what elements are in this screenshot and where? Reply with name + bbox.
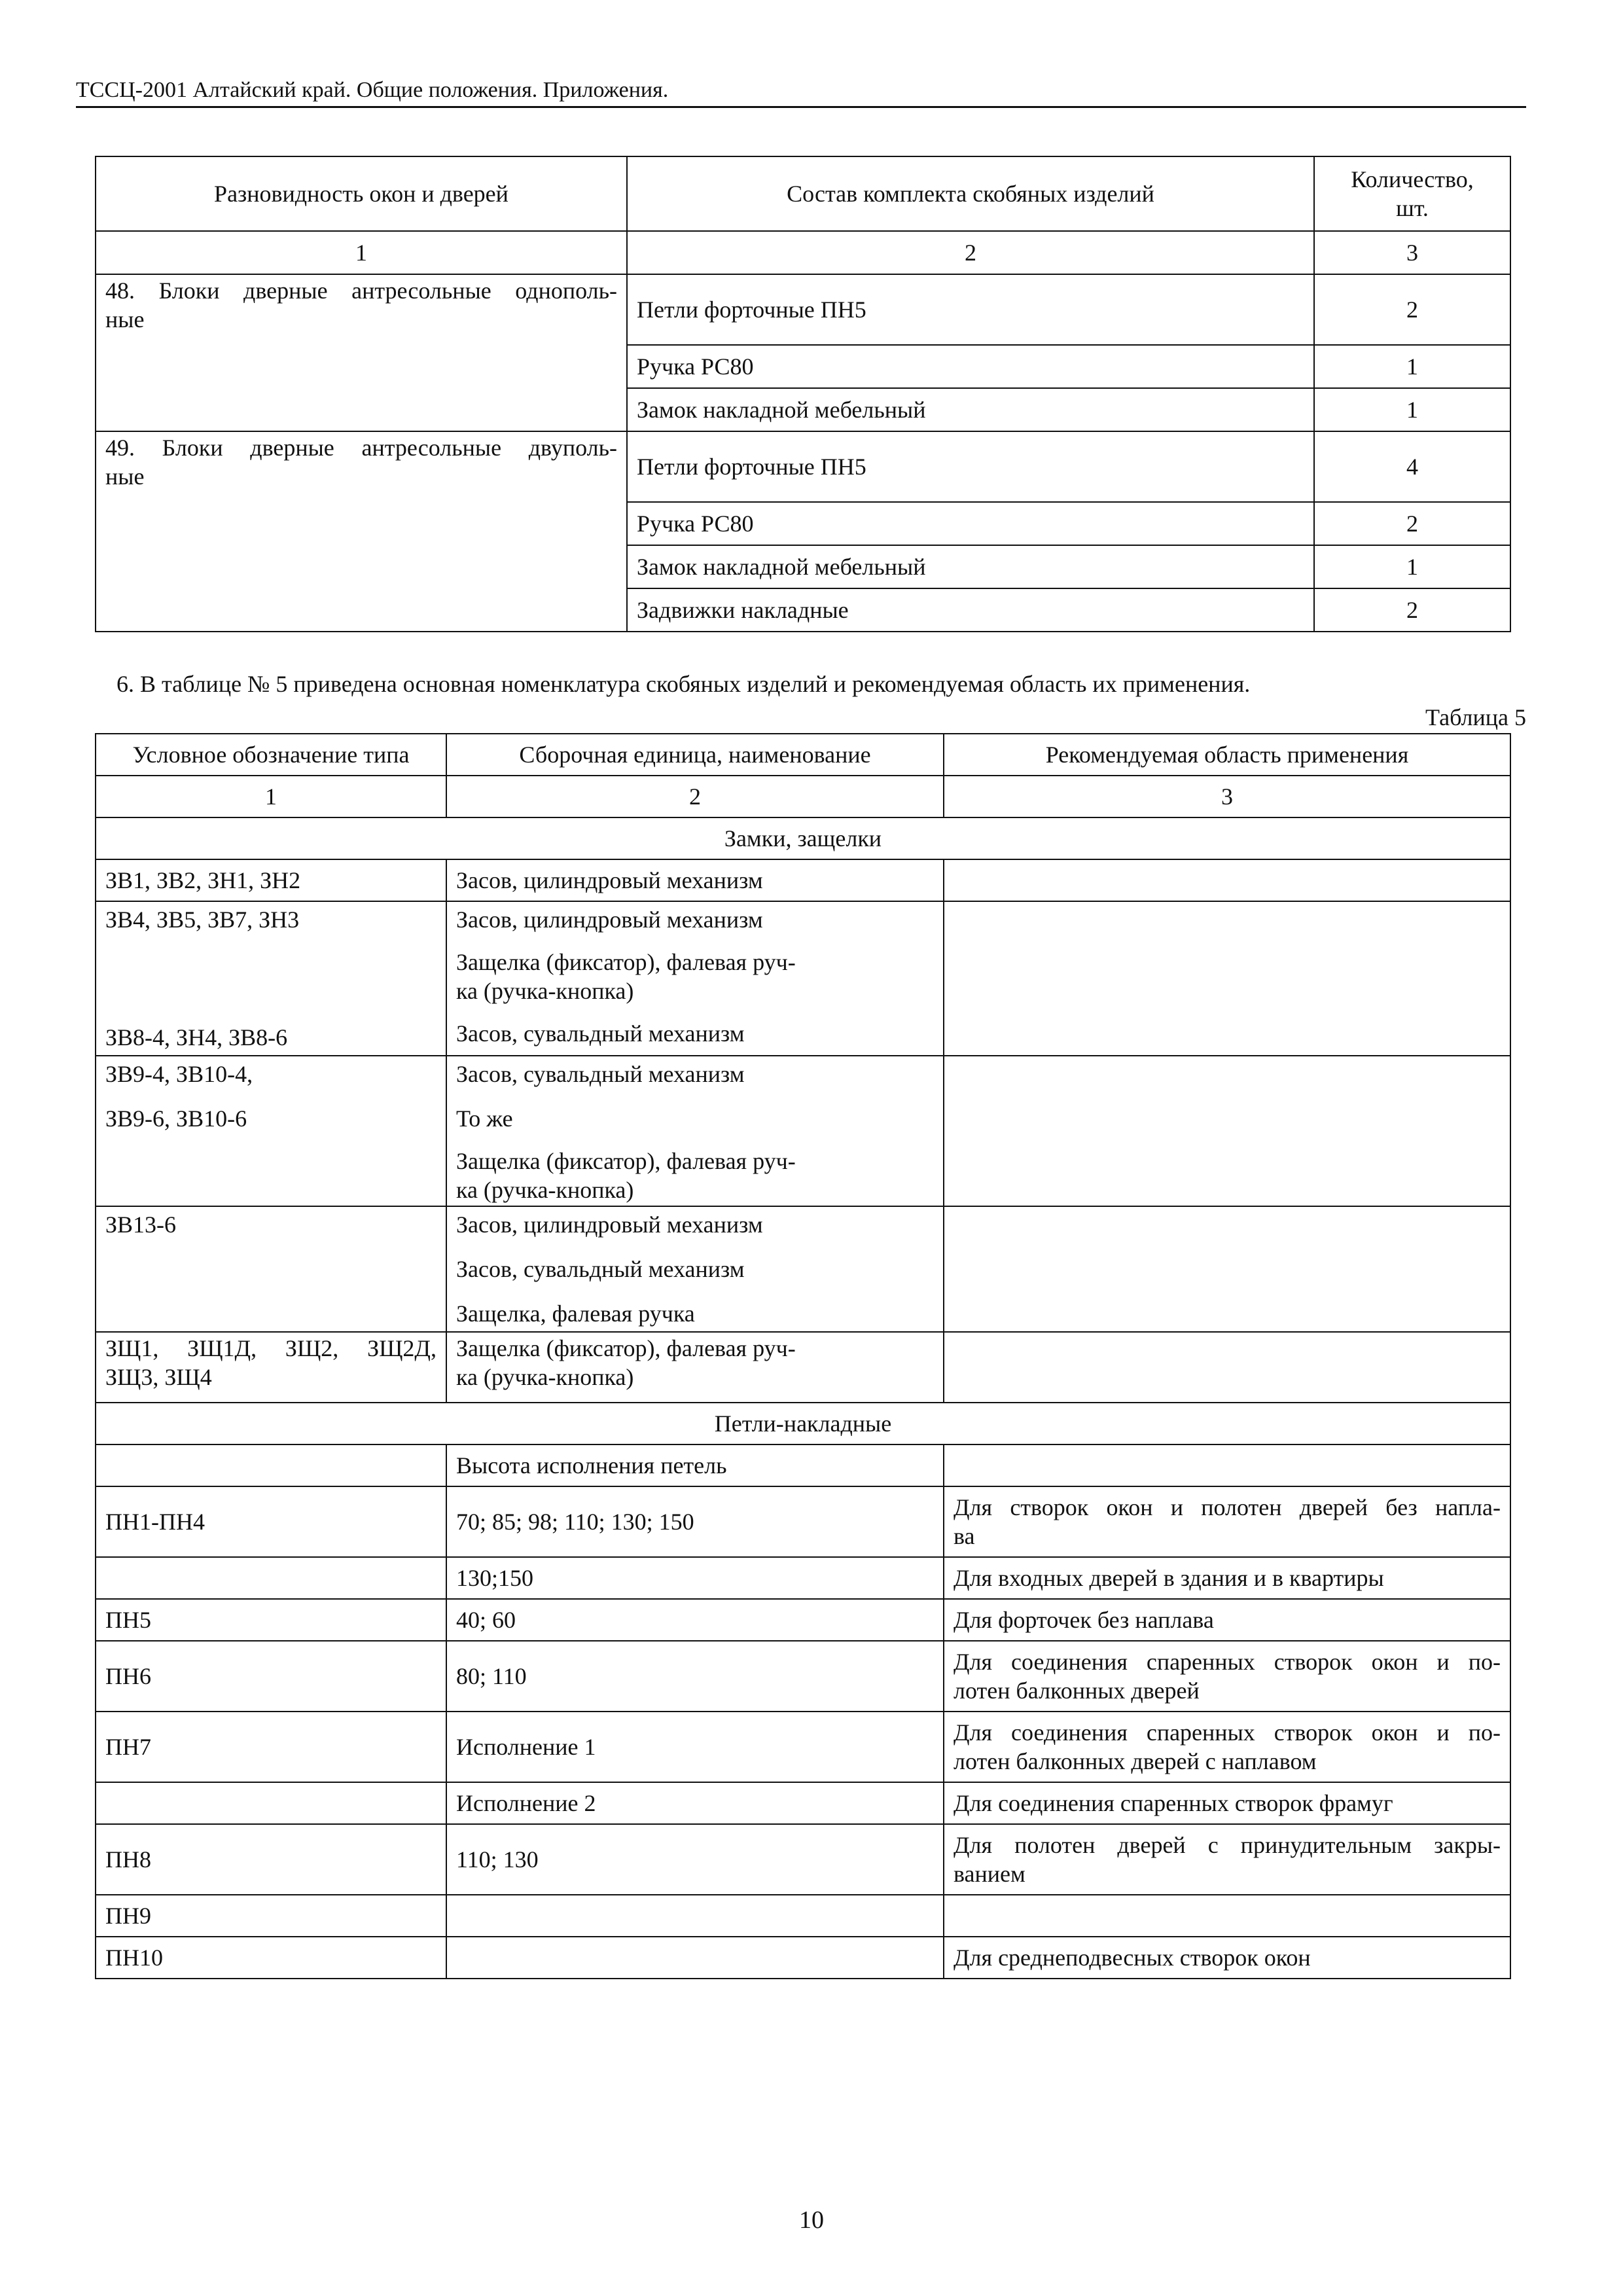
table-row	[96, 901, 1510, 1056]
table-caption: Таблица 5	[1425, 704, 1526, 730]
application: Для входных дверей в здания и в квартиры	[944, 1557, 1510, 1599]
type-code	[96, 1557, 446, 1599]
assembly-unit: Засов, цилиндровый механизм	[446, 859, 944, 901]
col-header-quantity: Количество, шт.	[1314, 156, 1510, 231]
hardware-qty: 2	[1314, 502, 1510, 545]
assembly-unit: 80; 110	[446, 1641, 944, 1712]
table-row	[96, 1895, 1510, 1937]
assembly-unit: Высота исполнения петель	[446, 1444, 944, 1486]
application: Для соединения спаренных створок фрамуг	[944, 1782, 1510, 1824]
type-code: ПН9	[96, 1895, 446, 1937]
type-code: ЗВ1, ЗВ2, ЗН1, ЗН2	[96, 859, 446, 901]
application	[944, 1332, 1510, 1403]
table-row	[96, 1599, 1510, 1641]
col-number: 2	[627, 231, 1314, 274]
assembly-unit: Исполнение 1	[446, 1712, 944, 1782]
assembly-unit	[446, 1937, 944, 1979]
table-row	[96, 1824, 1510, 1895]
application	[944, 1895, 1510, 1937]
table-header-row	[96, 156, 1510, 231]
document-title: ТССЦ-2001 Алтайский край. Общие положения. Приложения.	[76, 78, 669, 102]
type-code: ЗВ4, ЗВ5, ЗВ7, ЗН3 ЗВ8-4, ЗН4, ЗВ8-6	[96, 901, 446, 1056]
col-header-application: Рекомендуемая область применения	[944, 734, 1510, 776]
col-number: 1	[96, 776, 446, 817]
hardware-qty: 1	[1314, 345, 1510, 388]
column-number-row	[96, 231, 1510, 274]
assembly-unit	[446, 1895, 944, 1937]
hardware-item: Задвижки накладные	[627, 588, 1314, 632]
application: Для полотен дверей с принудительным закры- ванием	[944, 1824, 1510, 1895]
table-row	[96, 1782, 1510, 1824]
assembly-unit: 70; 85; 98; 110; 130; 150	[446, 1486, 944, 1557]
table-row	[96, 1712, 1510, 1782]
col-number: 2	[446, 776, 944, 817]
hardware-qty: 2	[1314, 274, 1510, 345]
application: Для соединения спаренных створок окон и по- лотен балконных дверей	[944, 1641, 1510, 1712]
assembly-unit: 110; 130	[446, 1824, 944, 1895]
type-code: ЗВ9-4, ЗВ10-4, ЗВ9-6, ЗВ10-6	[96, 1056, 446, 1206]
type-code: ПН5	[96, 1599, 446, 1641]
table-row	[96, 1206, 1510, 1332]
table-row	[96, 1937, 1510, 1979]
type-code: ПН6	[96, 1641, 446, 1712]
hardware-qty: 2	[1314, 588, 1510, 632]
col-number: 3	[1314, 231, 1510, 274]
application: Для соединения спаренных створок окон и по- лотен балконных дверей с наплавом	[944, 1712, 1510, 1782]
col-number: 3	[944, 776, 1510, 817]
col-header-set-composition: Состав комплекта скобяных изделий	[627, 156, 1314, 231]
type-code: ЗВ13-6	[96, 1206, 446, 1332]
table-row	[96, 1641, 1510, 1712]
application	[944, 1056, 1510, 1206]
table-row	[96, 1332, 1510, 1403]
hardware-item: Ручка РС80	[627, 345, 1314, 388]
col-header-type-code: Условное обозначение типа	[96, 734, 446, 776]
application	[944, 1206, 1510, 1332]
assembly-unit: 40; 60	[446, 1599, 944, 1641]
type-code: ПН8	[96, 1824, 446, 1895]
application: Для створок окон и полотен дверей без напла- ва	[944, 1486, 1510, 1557]
page-header	[76, 77, 1526, 108]
type-code: ЗЩ1, ЗЩ1Д, ЗЩ2, ЗЩ2Д, ЗЩ3, ЗЩ4	[96, 1332, 446, 1403]
hardware-qty: 4	[1314, 431, 1510, 502]
paragraph-6: 6. В таблице № 5 приведена основная номенклатура скобяных изделий и рекомендуемая область их применения.	[116, 671, 1251, 697]
door-block-type: 48. Блоки дверные антресольные однополь- ные	[96, 274, 627, 431]
table-row	[96, 1056, 1510, 1206]
door-block-type: 49. Блоки дверные антресольные двуполь- ные	[96, 431, 627, 632]
hardware-item: Петли форточные ПН5	[627, 431, 1314, 502]
hardware-item: Замок накладной мебельный	[627, 388, 1314, 431]
assembly-unit: Засов, сувальдный механизм То же Защелка (фиксатор), фалевая руч- ка (ручка-кнопка)	[446, 1056, 944, 1206]
page-number: 10	[799, 2206, 824, 2234]
col-header-assembly-unit: Сборочная единица, наименование	[446, 734, 944, 776]
type-code: ПН7	[96, 1712, 446, 1782]
col-header-window-type: Разновидность окон и дверей	[96, 156, 627, 231]
type-code: ПН1-ПН4	[96, 1486, 446, 1557]
section-title-locks: Замки, защелки	[96, 817, 1510, 859]
hardware-nomenclature-table	[95, 733, 1511, 1979]
table-row	[96, 431, 1510, 502]
assembly-unit: 130;150	[446, 1557, 944, 1599]
table-row	[96, 1444, 1510, 1486]
hardware-item: Петли форточные ПН5	[627, 274, 1314, 345]
application: Для форточек без наплава	[944, 1599, 1510, 1641]
assembly-unit: Исполнение 2	[446, 1782, 944, 1824]
table-row	[96, 1486, 1510, 1557]
table-header-row	[96, 734, 1510, 776]
table-row	[96, 859, 1510, 901]
assembly-unit: Защелка (фиксатор), фалевая руч- ка (ручка-кнопка)	[446, 1332, 944, 1403]
type-code	[96, 1782, 446, 1824]
hardware-set-table	[95, 156, 1511, 632]
table-row	[96, 1557, 1510, 1599]
type-code: ПН10	[96, 1937, 446, 1979]
type-code	[96, 1444, 446, 1486]
section-title-hinges: Петли-накладные	[96, 1403, 1510, 1444]
application	[944, 1444, 1510, 1486]
application: Для среднеподвесных створок окон	[944, 1937, 1510, 1979]
section-row	[96, 817, 1510, 859]
section-row	[96, 1403, 1510, 1444]
hardware-item: Замок накладной мебельный	[627, 545, 1314, 588]
hardware-qty: 1	[1314, 388, 1510, 431]
hardware-item: Ручка РС80	[627, 502, 1314, 545]
application	[944, 859, 1510, 901]
application	[944, 901, 1510, 1056]
table-row	[96, 274, 1510, 345]
assembly-unit: Засов, цилиндровый механизм Защелка (фиксатор), фалевая руч- ка (ручка-кнопка) Засов, сувальдный механизм	[446, 901, 944, 1056]
assembly-unit: Засов, цилиндровый механизм Засов, сувальдный механизм Защелка, фалевая ручка	[446, 1206, 944, 1332]
column-number-row	[96, 776, 1510, 817]
col-number: 1	[96, 231, 627, 274]
hardware-qty: 1	[1314, 545, 1510, 588]
